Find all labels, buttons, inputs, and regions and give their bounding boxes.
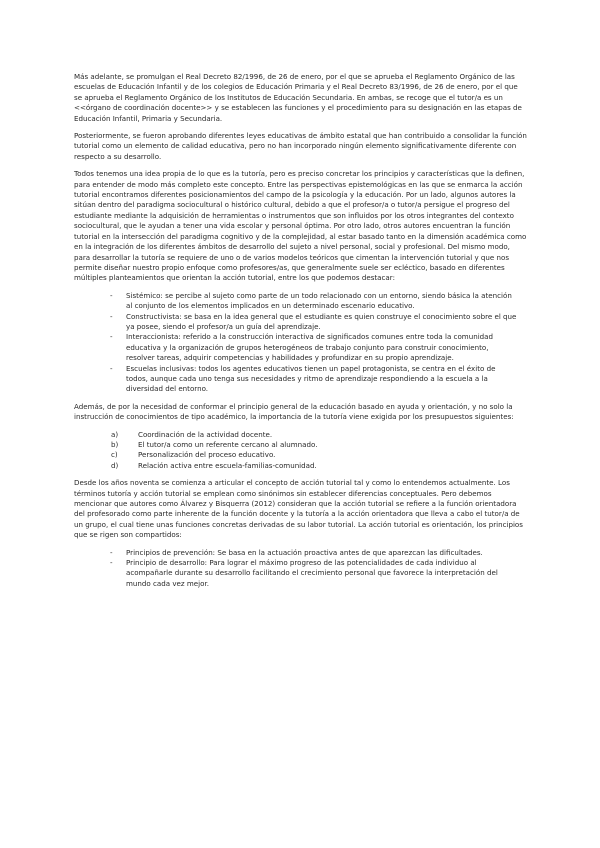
paragraph-leyes-educativas: Posteriormente, se fueron aprobando diferentes leyes educativas de ámbito estatal que han contribuido a consolidar la función tutorial como un elemento de calidad educativa, pero no han incorporado ningún elemento significativamente diferente con respecto a su desarrollo.	[74, 131, 527, 161]
list-marker: -	[110, 290, 113, 300]
list-principios	[74, 548, 528, 590]
list-item-text: Personalización del proceso educativo.	[138, 450, 276, 460]
list-item-text: Escuelas inclusivas: todos los agentes educativos tienen un papel protagonista, se centra en el éxito de todos, aunque cada uno tenga sus necesidades y ritmo de aprendizaje respondiendo a la escuela a la diversidad del entorno.	[126, 363, 496, 394]
list-modelos-teoricos	[74, 291, 528, 395]
list-item-text: Relación activa entre escuela-familias-comunidad.	[138, 460, 317, 470]
list-marker: c)	[111, 450, 118, 460]
list-marker: -	[110, 363, 113, 373]
list-item	[74, 430, 528, 440]
list-item-text: Constructivista: se basa en la idea general que el estudiante es quien construye el conocimiento sobre el que ya posee, siendo el profesor/a un guía del aprendizaje.	[126, 311, 517, 331]
list-item-text: Principio de desarrollo: Para lograr el máximo progreso de las potencialidades de cada individuo al acompañarle durante su desarrollo facilitando el crecimiento personal que favorece la interpretación del mundo cada vez mejor.	[126, 558, 498, 588]
list-marker: -	[110, 332, 113, 342]
list-item	[74, 291, 528, 312]
list-item-text: Interaccionista: referido a la construcción interactiva de significados comunes entre toda la comunidad educativa y la organización de grupos heterogéneos de trabajo conjunto para construir conocimiento, resolver tareas, adquirir competencias y habilidades y profundizar en su propio aprendizaje.	[126, 332, 494, 363]
list-marker: -	[110, 311, 113, 321]
list-marker: d)	[111, 460, 119, 470]
paragraph-anos-noventa: Desde los años noventa se comienza a articular el concepto de acción tutorial tal y como lo entendemos actualmente. Los términos tutoría y acción tutorial se emplean como sinónimos sin establecer diferencias conceptuales. Pero debemos mencionar que autores como Álvarez y Bisquerra (2012) consideran que la acción tutorial se refiere a la función orientadora del profesorado como parte inherente de la función docente y la tutoría a la acción orientadora que lleva a cabo el tutor/a de un grupo, el cual tiene unas funciones concretas derivadas de su labor tutorial. La acción tutorial es orientación, los principios que se rigen son compartidos:	[74, 478, 523, 540]
list-presupuestos	[74, 430, 528, 472]
list-item	[74, 364, 528, 395]
list-item-text: Sistémico: se percibe al sujeto como parte de un todo relacionado con un entorno, siendo básica la atención al conjunto de los elementos implicados en un determinado escenario educativo.	[126, 290, 512, 311]
list-item	[74, 440, 528, 450]
paragraph-real-decreto: Más adelante, se promulgan el Real Decreto 82/1996, de 26 de enero, por el que se aprueba el Reglamento Orgánico de las escuelas de Educación Infantil y de los colegios de Educación Primaria y el Real Decreto 83/1996, de 26 de enero, por el que se aprueba el Reglamento Orgánico de los Institutos de Educación Secundaria. En ambas, se recoge que el tutor/a es un <<órgano de coordinación docente>> y se establecen las funciones y el procedimiento para su designación en las etapas de Educación Infantil, Primaria y Secundaria.	[74, 72, 522, 123]
list-item	[74, 312, 528, 333]
list-marker: a)	[111, 429, 119, 439]
list-marker: b)	[111, 440, 119, 449]
list-item	[74, 548, 528, 558]
list-marker: -	[110, 547, 113, 557]
list-item	[74, 461, 528, 471]
list-item	[74, 332, 528, 363]
list-item-text: Principios de prevención: Se basa en la actuación proactiva antes de que aparezcan las dificultades.	[126, 547, 483, 557]
list-item	[74, 450, 528, 460]
paragraph-ademas: Además, de por la necesidad de conformar el principio general de la educación basado en ayuda y orientación, y no solo la instrucción de conocimientos de tipo académico, la importancia de la tutoría viene exigida por los presupuestos siguientes:	[74, 401, 514, 422]
list-marker: -	[110, 558, 113, 568]
list-item-text: Coordinación de la actividad docente.	[138, 429, 273, 439]
list-item-text: El tutor/a como un referente cercano al alumnado.	[138, 440, 318, 449]
paragraph-perspectivas: Todos tenemos una idea propia de lo que es la tutoría, pero es preciso concretar los principios y características que la definen, para entender de modo más completo este concepto. Entre las perspectivas epistemológicas en las que se enmarca la acción tutorial encontramos diferentes posicionamientos del campo de la psicología y la educación. Por un lado, algunos autores la sitúan dentro del paradigma sociocultural o histórico cultural, debido a que el profesor/a o tutor/a persigue el progreso del estudiante mediante la adquisición de herramientas o instrumentos que son influidos por los otros integrantes del contexto sociocultural, que le ayudan a tener una vida escolar y personal óptima. Por otro lado, otros autores encuentran la función tutorial en la intersección del paradigma cognitivo y de la complejidad, al estar basado tanto en la dimensión académica como en la integración de los diferentes ámbitos de desarrollo del sujeto a nivel personal, social y profesional. Del mismo modo, para desarrollar la tutoría se requiere de uno o de varios modelos teóricos que cimentan la intervención tutorial y que nos permite diseñar nuestro propio enfoque como profesores/as, que generalmente suele ser ecléctico, basado en diferentes múltiples planteamientos que orientan la acción tutorial, entre los que podemos destacar:	[74, 169, 527, 283]
list-item	[74, 558, 528, 589]
